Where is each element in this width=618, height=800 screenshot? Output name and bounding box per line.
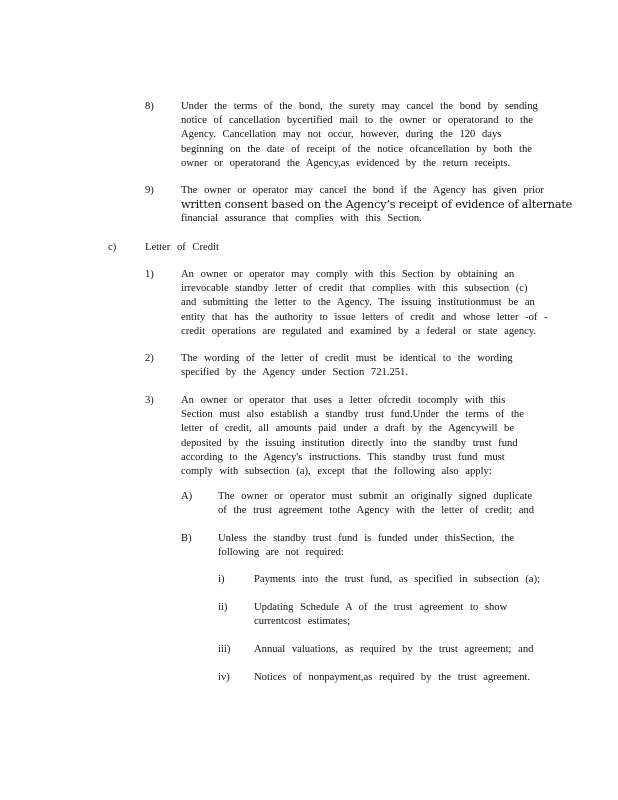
item-marker-c2: 2) — [145, 353, 154, 364]
item-iv-line: Notices of nonpayment,as required by the trust agreement. — [254, 672, 530, 683]
item-A-line: The owner or operator must submit an originally signed duplicate — [218, 491, 533, 502]
item-B-line: Unless the standby trust fund is funded under thisSection, the — [218, 533, 515, 544]
item-marker-B: B) — [181, 533, 192, 544]
item-8-line: Agency. Cancellation may not occur, however, during the 120 days — [181, 129, 502, 141]
item-8-line: notice of cancellation bycertified mail to the owner or operatorand to the — [181, 115, 533, 127]
item-c3-line: letter of credit, all amounts paid under a draft by the Agencywill be — [181, 423, 515, 435]
item-9-line: written consent based on the Agency’s receipt of evidence of alternate — [181, 198, 573, 212]
item-c1-text — [181, 268, 548, 339]
item-8-line: owner or operatorand the Agency,as evidenced by the return receipts. — [181, 157, 511, 169]
item-A-text — [218, 490, 535, 518]
item-c1-line: irrevocable standby letter of credit that complies with this subsection (c) — [181, 283, 528, 295]
item-c2-line: specified by the Agency under Section 721.251. — [181, 367, 408, 379]
item-marker-c3: 3) — [145, 395, 154, 406]
item-marker-i: i) — [218, 574, 225, 585]
item-ii-line: currentcost estimates; — [254, 616, 351, 628]
item-A-line: of the trust agreement tothe Agency with the letter of credit; and — [218, 505, 535, 517]
item-marker-A: A) — [181, 491, 193, 502]
item-c3-line: deposited by the issuing institution directly into the standby trust fund — [181, 437, 518, 449]
item-c1-line: credit operations are regulated and examined by a federal or state agency. — [181, 325, 537, 337]
item-B-text — [218, 532, 518, 560]
item-marker-9: 9) — [145, 185, 154, 196]
item-B-line: following are not required: — [218, 547, 344, 559]
item-9-text — [181, 184, 573, 227]
item-c3-line: An owner or operator that uses a letter ofcredit tocomply with this — [181, 395, 506, 406]
item-c1-line: An owner or operator may comply with this Section by obtaining an — [181, 269, 515, 280]
item-i-text — [254, 573, 540, 587]
item-8-line: beginning on the date of receipt of the notice ofcancellation by both the — [181, 143, 532, 155]
item-marker-8: 8) — [145, 101, 154, 112]
item-c2-line: The wording of the letter of credit must be identical to the wording — [181, 353, 513, 364]
item-iii-text — [254, 643, 540, 657]
item-marker-ii: ii) — [218, 602, 228, 613]
item-iv-text — [254, 671, 540, 685]
item-ii-text — [254, 601, 514, 629]
item-iii-line: Annual valuations, as required by the trust agreement; and — [254, 644, 534, 655]
section-marker-c: c) — [108, 242, 117, 253]
item-marker-iv: iv) — [218, 672, 230, 683]
item-c1-line: and submitting the letter to the Agency. The issuing institutionmust be an — [181, 297, 535, 309]
item-marker-iii: iii) — [218, 644, 231, 655]
item-marker-c1: 1) — [145, 269, 154, 280]
item-8-line: Under the terms of the bond, the surety may cancel the bond by sending — [181, 101, 538, 112]
item-9-line: financial assurance that complies with this Section. — [181, 213, 422, 225]
item-9-line: The owner or operator may cancel the bond if the Agency has given prior — [181, 185, 544, 196]
section-heading-letter-of-credit: Letter of Credit — [145, 242, 219, 253]
item-ii-line: Updating Schedule A of the trust agreement to show — [254, 602, 508, 613]
item-i-line: Payments into the trust fund, as specified in subsection (a); — [254, 574, 541, 585]
item-c1-line: entity that has the authority to issue letters of credit and whose letter -of - — [181, 311, 548, 323]
item-c3-line: comply with subsection (a), except that the following also apply: — [181, 466, 492, 478]
item-c2-text — [181, 352, 521, 380]
item-c3-line: according to the Agency's instructions. This standby trust fund must — [181, 451, 505, 463]
item-8-text — [181, 100, 538, 171]
item-c3-line: Section must also establish a standby trust fund.Under the terms of the — [181, 409, 524, 421]
item-c3-text — [181, 394, 524, 479]
